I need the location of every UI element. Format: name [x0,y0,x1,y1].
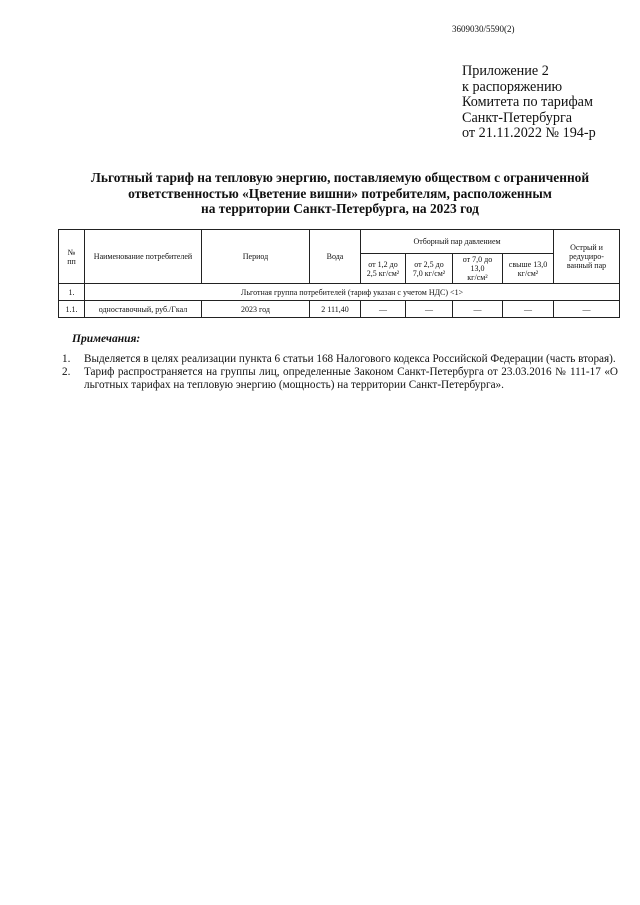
tariff-table [58,229,620,318]
header-pressure-1 [361,254,406,284]
notes-heading: Примечания: [72,333,141,345]
header-pressure-4 [503,254,554,284]
note-text: Выделяется в целях реализации пункта 6 статьи 168 Налогового кодекса Российской Федерации (часть вторая). [84,353,616,365]
document-title [70,170,610,217]
appendix-line: Комитета по тарифам [462,94,593,111]
header-p3-line1: от 7,0 до [462,255,493,264]
appendix-block [462,64,596,142]
note-item [62,353,618,366]
title-line: Льготный тариф на тепловую энергию, поставляемую обществом с ограниченной [90,170,590,185]
header-p2-line2: 7,0 кг/см² [412,268,446,278]
appendix-line: от 21.11.2022 № 194-р [462,125,596,142]
header-p2-line1: от 2,5 до [414,259,444,269]
row-p2: — [406,301,453,318]
row-sharp: — [554,301,620,318]
header-p3-line2: 13,0 [470,264,485,273]
appendix-line: к распоряжению [462,78,563,95]
header-sharp-line3: ванный пар [566,261,607,270]
header-p4-line2: кг/см² [517,268,539,278]
header-p1-line1: от 1,2 до [368,259,398,269]
header-pressure-2 [406,254,453,284]
row-num: 1.1. [59,301,85,318]
row-p1: — [361,301,406,318]
header-p4-line1: свыше 13,0 [508,259,548,269]
group-label: Льготная группа потребителей (тариф указан с учетом НДС) <1> [85,284,620,301]
row-period: 2023 год [202,301,310,318]
header-selected-steam: Отборный пар давлением [361,230,554,254]
row-p3: — [453,301,503,318]
header-p3-line3: кг/см² [467,273,488,282]
table-row [59,301,620,318]
header-pressure-3 [453,254,503,284]
notes-list [62,353,618,392]
note-item [62,366,618,392]
header-num [59,230,85,284]
header-consumers: Наименование потребителей [85,230,202,284]
group-num: 1. [59,284,85,301]
header-num-line2: пп [67,256,76,266]
header-water: Вода [310,230,361,284]
header-sharp-line1: Острый и [570,243,603,252]
note-text: Тариф распространяется на группы лиц, определенные Законом Санкт-Петербурга от 23.03.2016 № 111-17 «О льготных тарифах на тепловую энергию (мощность) на территории Санкт-Петербурга». [84,366,618,391]
table-row [59,284,620,301]
title-line: на территории Санкт-Петербурга, на 2023 год [201,201,479,216]
header-period: Период [202,230,310,284]
appendix-line: Приложение 2 [462,63,549,79]
row-consumer: одноставочный, руб./Гкал [85,301,202,318]
note-number: 1. [62,353,71,365]
header-num-line1: № [67,247,76,257]
row-p4: — [503,301,554,318]
header-sharp-steam [554,230,620,284]
header-sharp-line2: редуциро- [569,252,604,261]
document-number: 3609030/5590(2) [452,24,515,34]
title-line: ответственностью «Цветение вишни» потребителям, расположенным [128,185,552,201]
note-number: 2. [62,366,71,378]
appendix-line: Санкт-Петербурга [462,109,573,126]
row-water: 2 111,40 [310,301,361,318]
header-p1-line2: 2,5 кг/см² [366,268,400,278]
